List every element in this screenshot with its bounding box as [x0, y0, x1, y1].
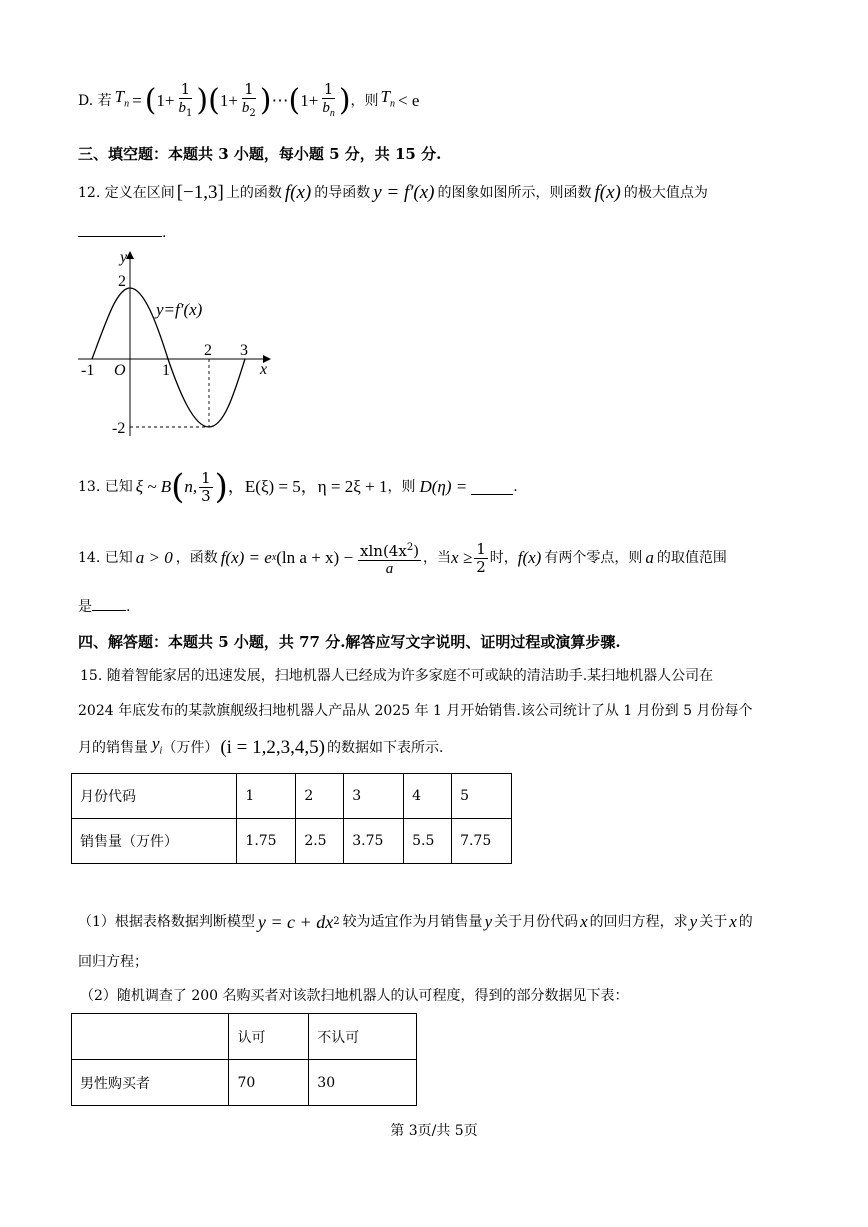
table-row: [72, 774, 512, 819]
q13-variance: D(η) =: [419, 477, 468, 496]
q14-x-ge: x ≥: [451, 548, 473, 567]
q12-f1: f(x): [284, 182, 312, 203]
q14-a: a: [645, 548, 654, 567]
q15-line3-end: 的数据如下表所示.: [326, 740, 444, 756]
option-d-frac-2: $\frac{1}{b_2}$: [241, 79, 256, 119]
part1-x2: x: [729, 912, 737, 931]
curve-label: y=f′(x): [156, 300, 203, 319]
y-axis-label: y: [120, 249, 128, 266]
q15-index: (i = 1,2,3,4,5): [220, 737, 325, 758]
option-d-label: D. 若: [78, 93, 112, 109]
table-row: [72, 1014, 417, 1060]
table-cell: 男性购买者: [72, 1060, 229, 1106]
table-cell: 1: [237, 774, 296, 819]
table-cell: 3.75: [344, 819, 404, 864]
section-4-heading: 四、解答题：本题共 5 小题，共 77 分.解答应写文字说明、证明过程或演算步骤.: [78, 633, 621, 651]
table-cell: 2.5: [296, 819, 344, 864]
table-cell: [72, 1014, 229, 1060]
q14-fx: f(x): [517, 548, 542, 567]
q13-end: .: [513, 479, 518, 495]
q14-frac: $\frac{xln(4x^2)}{a}$: [358, 539, 421, 578]
option-d-frac-n: $\frac{1}{b_n}$: [322, 79, 335, 119]
q12-pre: 12. 定义在区间: [78, 185, 175, 201]
option-d-then: ，则: [350, 93, 379, 109]
q12-derivative: y = f′(x): [373, 182, 435, 203]
q13-eta: ，η = 2ξ + 1: [300, 477, 388, 496]
origin-label: O: [114, 362, 126, 379]
q14-pre: 14. 已知: [78, 550, 133, 566]
tick-2: 2: [204, 342, 212, 359]
q14-answer-blank[interactable]: [92, 596, 126, 611]
option-d-conclusion: $T_n$: [380, 87, 396, 110]
q12-mid2: 的导函数: [314, 185, 371, 201]
question-13: 13. 已知 ξ ~ B ( n, $\frac{1}{3}$ ) ，E(ξ) = 5 ，η = 2ξ + 1 ，则 D(η) = .: [78, 467, 518, 507]
q12-answer-blank[interactable]: .: [78, 222, 166, 243]
table-cell: 30: [309, 1060, 417, 1106]
part-2: （2）随机调查了 200 名购买者对该款扫地机器人的认可程度，得到的部分数据见下表：: [80, 988, 629, 1004]
option-d-one-n: 1+: [300, 91, 319, 110]
q13-expectation: ，E(ξ) = 5: [227, 477, 301, 496]
option-d-relation: < e: [398, 91, 420, 110]
q12-mid: 上的函数: [225, 185, 282, 201]
option-d-dots: ⋯: [271, 91, 289, 110]
option-d-eq: =: [132, 91, 142, 110]
q15-yi: $y_i$: [152, 734, 163, 757]
tick-neg1: -1: [81, 362, 95, 379]
q15-line3: 月的销售量 $y_i$ （万件） (i = 1,2,3,4,5) 的数据如下表所示.: [78, 735, 443, 761]
y-tick-2: 2: [118, 273, 126, 290]
q14-line2: 是 .: [78, 596, 130, 617]
q14-zeros: 有两个零点，则: [544, 550, 643, 566]
table-cell: 7.75: [452, 819, 512, 864]
y-tick-neg2: -2: [112, 420, 126, 437]
table-cell: 5: [452, 774, 512, 819]
part1-model-sup: 2: [333, 916, 340, 927]
option-d-frac-1: $\frac{1}{b_1}$: [178, 79, 193, 119]
q15-line2: 2024 年底发布的某款旗舰级扫地机器人产品从 2025 年 1 月开始销售.该公司统计了从 1 月份到 5 月份每个: [78, 703, 753, 719]
table-row: [72, 819, 512, 864]
q13-then: ，则: [387, 479, 416, 495]
table-cell: 月份代码: [72, 774, 237, 819]
option-d-one-1: 1+: [156, 91, 175, 110]
table-cell: 2: [296, 774, 344, 819]
q14-when: ，当: [423, 550, 452, 566]
q13-xi: ξ ~ B: [135, 477, 172, 496]
table-cell: 4: [404, 774, 452, 819]
q13-pre: 13. 已知: [78, 479, 133, 495]
table-cell: 不认可: [309, 1014, 417, 1060]
derivative-graph: [72, 244, 282, 444]
table-cell: 5.5: [404, 819, 452, 864]
tick-1: 1: [162, 362, 170, 379]
part1-x: x: [580, 912, 588, 931]
q14-exp: x: [271, 552, 277, 563]
sales-table: [71, 773, 512, 864]
part1-y: y: [484, 912, 493, 931]
part-1: （1）根据表格数据判断模型 y = c + dx 2 较为适宜作为月销售量 y 关于月份代码 x 的回归方程，求 y 关于 x 的: [78, 912, 753, 932]
approval-table: [71, 1013, 417, 1106]
q15-line1: 15. 随着智能家居的迅速发展，扫地机器人已经成为许多家庭不可或缺的清洁助手.某扫地机器人公司在: [80, 668, 714, 684]
section-3-heading: 三、填空题：本题共 3 小题，每小题 5 分，共 15 分.: [78, 145, 442, 163]
option-d-one-2: 1+: [219, 91, 238, 110]
q13-answer-blank[interactable]: [471, 480, 513, 495]
question-12: [78, 180, 708, 206]
option-d: D. 若 $T_n$ = ( 1+ $\frac{1}{b_1}$ ) ( 1+ $\frac{1}{b_2}$ ) ⋯ ( 1+ $\frac{1}{b_n}$ ) ，则 $T_n$ < e: [78, 82, 419, 120]
part1-y2: y: [689, 912, 698, 931]
q13-frac: $\frac{1}{3}$: [201, 468, 211, 505]
question-14: [78, 533, 727, 583]
table-cell: 1.75: [237, 819, 296, 864]
part1-model: y = c + dx: [257, 912, 334, 932]
q12-end: 的极大值点为: [623, 185, 708, 201]
table-cell: 70: [229, 1060, 309, 1106]
q14-function: f(x) = e: [220, 548, 272, 567]
table-cell: 3: [344, 774, 404, 819]
q13-n: n,: [184, 477, 198, 496]
q12-f2: f(x): [594, 182, 621, 203]
part-1-line2: 回归方程；: [78, 954, 148, 970]
q12-mid3: 的图象如图所示，则函数: [437, 185, 592, 201]
tick-3: 3: [240, 342, 248, 359]
q12-interval: [−1,3]: [176, 182, 224, 203]
q14-range: 的取值范围: [656, 550, 727, 566]
x-axis-label: x: [260, 361, 268, 378]
q15-unit: （万件）: [162, 740, 219, 756]
table-cell: 销售量（万件）: [72, 819, 237, 864]
page-footer: 第 3页/共 5页: [390, 1123, 478, 1139]
q14-mid: ，函数: [175, 550, 218, 566]
table-cell: 认可: [229, 1014, 309, 1060]
q14-half: $\frac{1}{2}$: [476, 539, 486, 576]
table-row: [72, 1060, 417, 1106]
q14-condition: a > 0: [135, 548, 173, 567]
option-d-lhs: $T_n$: [114, 87, 130, 110]
q14-time: 时，: [489, 550, 518, 566]
q14-paren: (ln a + x) −: [276, 548, 354, 567]
